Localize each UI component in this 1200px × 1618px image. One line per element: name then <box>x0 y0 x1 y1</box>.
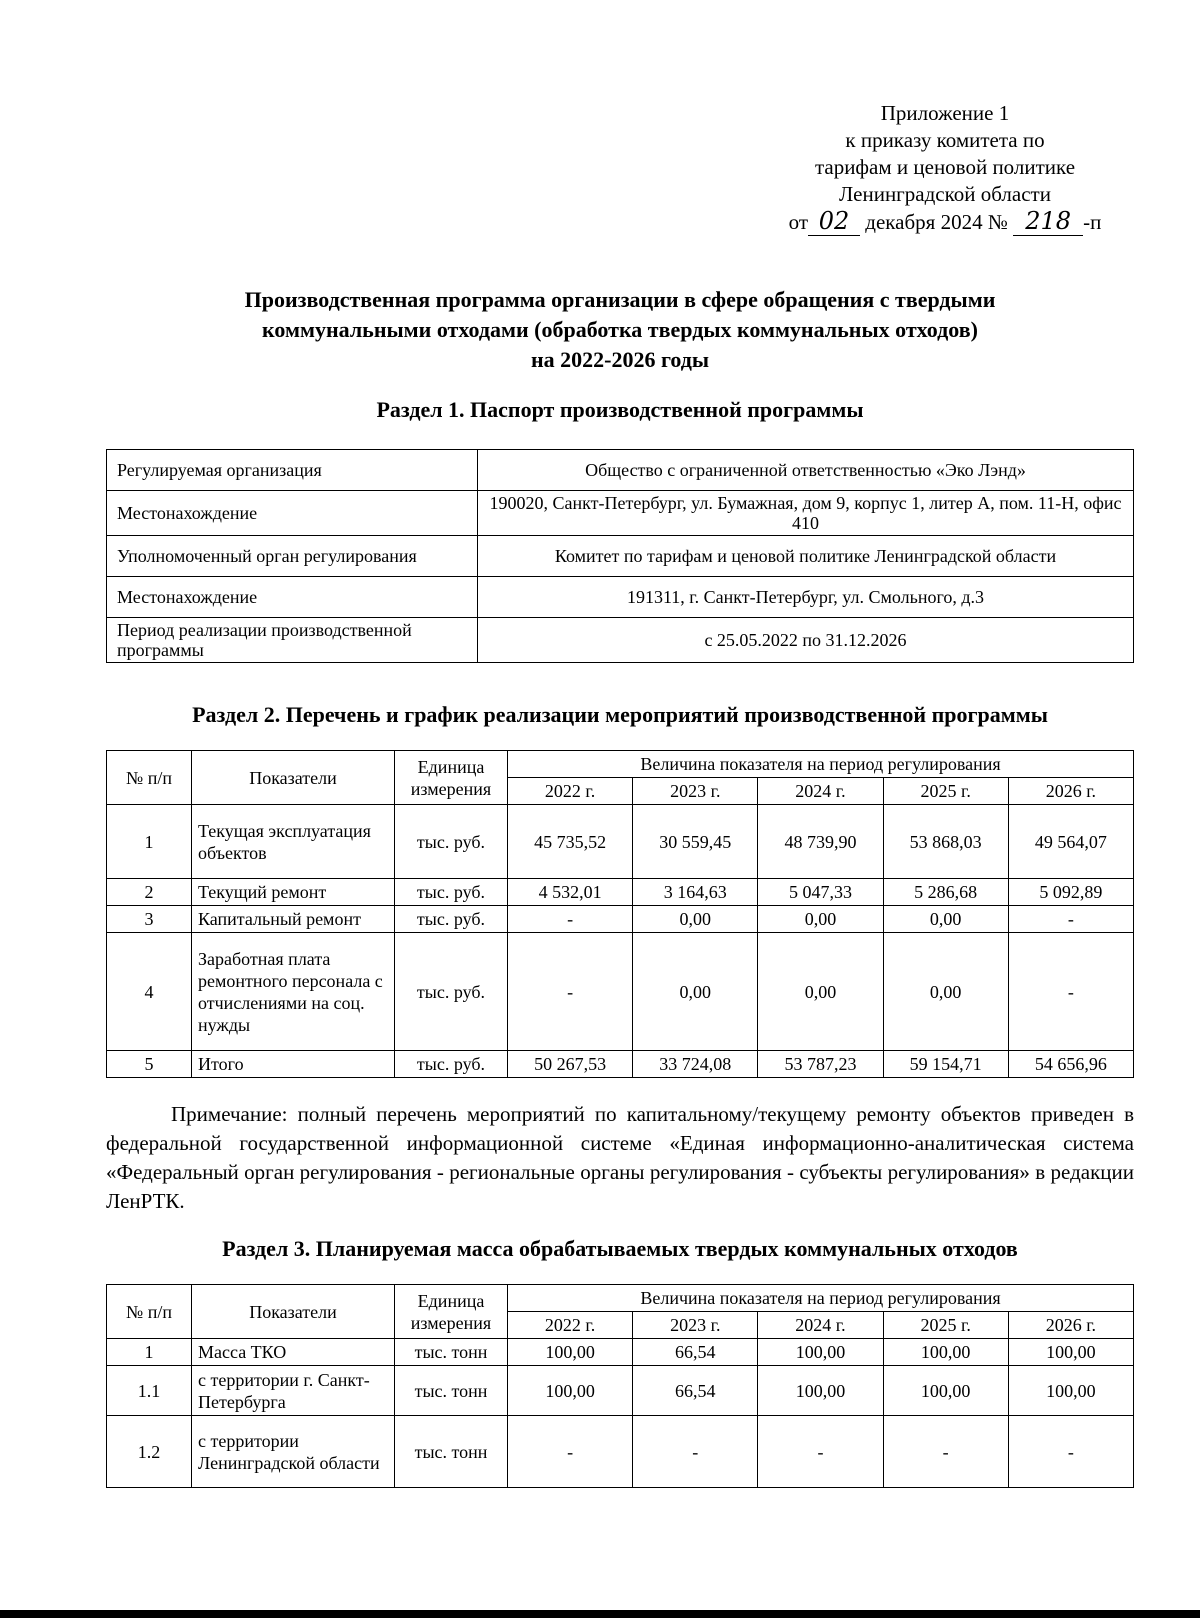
passport-value: 190020, Санкт-Петербург, ул. Бумажная, дом 9, корпус 1, литер А, пом. 11-Н, офис 410 <box>478 491 1134 536</box>
header-year: 2023 г. <box>633 778 758 805</box>
row-unit: тыс. руб. <box>395 933 508 1051</box>
row-num: 1 <box>107 1339 192 1366</box>
passport-table <box>106 449 1134 663</box>
passport-label: Уполномоченный орган регулирования <box>107 536 478 577</box>
row-value: - <box>758 1416 883 1488</box>
row-value: - <box>1008 906 1133 933</box>
order-suffix: -п <box>1083 210 1102 234</box>
table-row <box>107 879 1134 906</box>
title-line-2: коммунальными отходами (обработка твердых коммунальных отходов) <box>262 317 978 342</box>
row-value: 5 047,33 <box>758 879 883 906</box>
row-value: 100,00 <box>883 1366 1008 1416</box>
order-date-number <box>760 208 1130 236</box>
passport-label: Местонахождение <box>107 577 478 618</box>
date-prefix: от <box>788 210 809 234</box>
row-indicator: Масса ТКО <box>192 1339 395 1366</box>
header-unit: Единица измерения <box>395 1285 508 1339</box>
table-row <box>107 805 1134 879</box>
table-row <box>107 1416 1134 1488</box>
row-value: 0,00 <box>758 906 883 933</box>
row-value: 5 092,89 <box>1008 879 1133 906</box>
appendix-line-4: Ленинградской области <box>839 182 1051 206</box>
table-row <box>107 1339 1134 1366</box>
row-unit: тыс. руб. <box>395 805 508 879</box>
row-indicator: с территории г. Санкт-Петербурга <box>192 1366 395 1416</box>
row-unit: тыс. руб. <box>395 906 508 933</box>
document-title <box>100 285 1140 375</box>
order-number: 218 <box>1013 208 1083 236</box>
order-month-year: декабря 2024 № <box>865 210 1008 234</box>
row-num: 1.2 <box>107 1416 192 1488</box>
row-value: 54 656,96 <box>1008 1051 1133 1078</box>
passport-value: Комитет по тарифам и ценовой политике Ленинградской области <box>478 536 1134 577</box>
row-value: 4 532,01 <box>508 879 633 906</box>
row-value: 66,54 <box>633 1339 758 1366</box>
row-num: 1.1 <box>107 1366 192 1416</box>
row-num: 5 <box>107 1051 192 1078</box>
row-value: 45 735,52 <box>508 805 633 879</box>
header-year: 2026 г. <box>1008 778 1133 805</box>
row-value: 100,00 <box>883 1339 1008 1366</box>
activities-table <box>106 750 1134 1078</box>
passport-row <box>107 491 1134 536</box>
passport-row <box>107 450 1134 491</box>
header-year: 2023 г. <box>633 1312 758 1339</box>
header-year: 2025 г. <box>883 778 1008 805</box>
appendix-header <box>760 100 1130 236</box>
row-unit: тыс. тонн <box>395 1366 508 1416</box>
section-1-title: Раздел 1. Паспорт производственной программы <box>376 397 864 422</box>
section-2-title: Раздел 2. Перечень и график реализации мероприятий производственной программы <box>192 702 1048 727</box>
order-day: 02 <box>808 208 860 236</box>
passport-row <box>107 618 1134 663</box>
row-value: - <box>1008 1416 1133 1488</box>
row-value: 0,00 <box>883 906 1008 933</box>
passport-label: Период реализации производственной программы <box>107 618 478 663</box>
row-value: 100,00 <box>508 1339 633 1366</box>
row-indicator: Текущий ремонт <box>192 879 395 906</box>
row-value: 66,54 <box>633 1366 758 1416</box>
section-3-title: Раздел 3. Планируемая масса обрабатываемых твердых коммунальных отходов <box>222 1236 1018 1261</box>
passport-label: Местонахождение <box>107 491 478 536</box>
row-unit: тыс. тонн <box>395 1416 508 1488</box>
passport-row <box>107 536 1134 577</box>
appendix-line-2: к приказу комитета по <box>845 128 1045 152</box>
header-indicator: Показатели <box>192 751 395 805</box>
row-indicator: Итого <box>192 1051 395 1078</box>
header-period: Величина показателя на период регулирования <box>508 751 1134 778</box>
row-unit: тыс. руб. <box>395 879 508 906</box>
row-indicator: с территории Ленинградской области <box>192 1416 395 1488</box>
row-value: 0,00 <box>883 933 1008 1051</box>
row-num: 2 <box>107 879 192 906</box>
row-value: 100,00 <box>508 1366 633 1416</box>
header-indicator: Показатели <box>192 1285 395 1339</box>
header-unit: Единица измерения <box>395 751 508 805</box>
row-value: 53 868,03 <box>883 805 1008 879</box>
row-value: 100,00 <box>1008 1339 1133 1366</box>
passport-value: с 25.05.2022 по 31.12.2026 <box>478 618 1134 663</box>
row-unit: тыс. руб. <box>395 1051 508 1078</box>
header-year: 2022 г. <box>508 1312 633 1339</box>
row-value: 50 267,53 <box>508 1051 633 1078</box>
passport-label: Регулируемая организация <box>107 450 478 491</box>
table-row <box>107 1051 1134 1078</box>
waste-mass-table <box>106 1284 1134 1488</box>
row-value: - <box>1008 933 1133 1051</box>
scan-edge <box>0 1610 1200 1618</box>
row-value: 100,00 <box>758 1366 883 1416</box>
row-value: 0,00 <box>633 906 758 933</box>
row-value: - <box>508 1416 633 1488</box>
row-indicator: Капитальный ремонт <box>192 906 395 933</box>
row-unit: тыс. тонн <box>395 1339 508 1366</box>
row-value: 59 154,71 <box>883 1051 1008 1078</box>
row-value: - <box>508 933 633 1051</box>
row-indicator: Заработная плата ремонтного персонала с отчислениями на соц. нужды <box>192 933 395 1051</box>
header-year: 2024 г. <box>758 778 883 805</box>
title-line-1: Производственная программа организации в сфере обращения с твердыми <box>244 287 996 312</box>
row-value: - <box>883 1416 1008 1488</box>
row-value: 30 559,45 <box>633 805 758 879</box>
row-value: 33 724,08 <box>633 1051 758 1078</box>
appendix-line-1: Приложение 1 <box>880 101 1010 125</box>
row-value: 0,00 <box>758 933 883 1051</box>
header-num: № п/п <box>107 1285 192 1339</box>
row-value: 0,00 <box>633 933 758 1051</box>
row-value: 49 564,07 <box>1008 805 1133 879</box>
note-text: Примечание: полный перечень мероприятий по капитальному/текущему ремонту объектов приведен в федеральной государственной информационной системе «Единая информационно-аналитическая система «Федеральный орган регулирования - региональные органы регулирования - субъекты регулирования» в редакции ЛенРТК. <box>106 1102 1134 1213</box>
header-num: № п/п <box>107 751 192 805</box>
row-value: 3 164,63 <box>633 879 758 906</box>
passport-value: Общество с ограниченной ответственностью «Эко Лэнд» <box>478 450 1134 491</box>
row-value: - <box>633 1416 758 1488</box>
header-year: 2024 г. <box>758 1312 883 1339</box>
row-indicator: Текущая эксплуатация объектов <box>192 805 395 879</box>
row-value: 48 739,90 <box>758 805 883 879</box>
table-row <box>107 933 1134 1051</box>
title-line-3: на 2022-2026 годы <box>530 347 710 372</box>
row-value: 100,00 <box>1008 1366 1133 1416</box>
row-num: 1 <box>107 805 192 879</box>
row-value: - <box>508 906 633 933</box>
header-year: 2022 г. <box>508 778 633 805</box>
appendix-line-3: тарифам и ценовой политике <box>814 155 1076 179</box>
table-row <box>107 1366 1134 1416</box>
passport-row <box>107 577 1134 618</box>
header-year: 2025 г. <box>883 1312 1008 1339</box>
row-value: 100,00 <box>758 1339 883 1366</box>
row-num: 4 <box>107 933 192 1051</box>
row-value: 53 787,23 <box>758 1051 883 1078</box>
row-value: 5 286,68 <box>883 879 1008 906</box>
row-num: 3 <box>107 906 192 933</box>
passport-value: 191311, г. Санкт-Петербург, ул. Смольного, д.3 <box>478 577 1134 618</box>
header-year: 2026 г. <box>1008 1312 1133 1339</box>
table-row <box>107 906 1134 933</box>
header-period: Величина показателя на период регулирования <box>508 1285 1134 1312</box>
